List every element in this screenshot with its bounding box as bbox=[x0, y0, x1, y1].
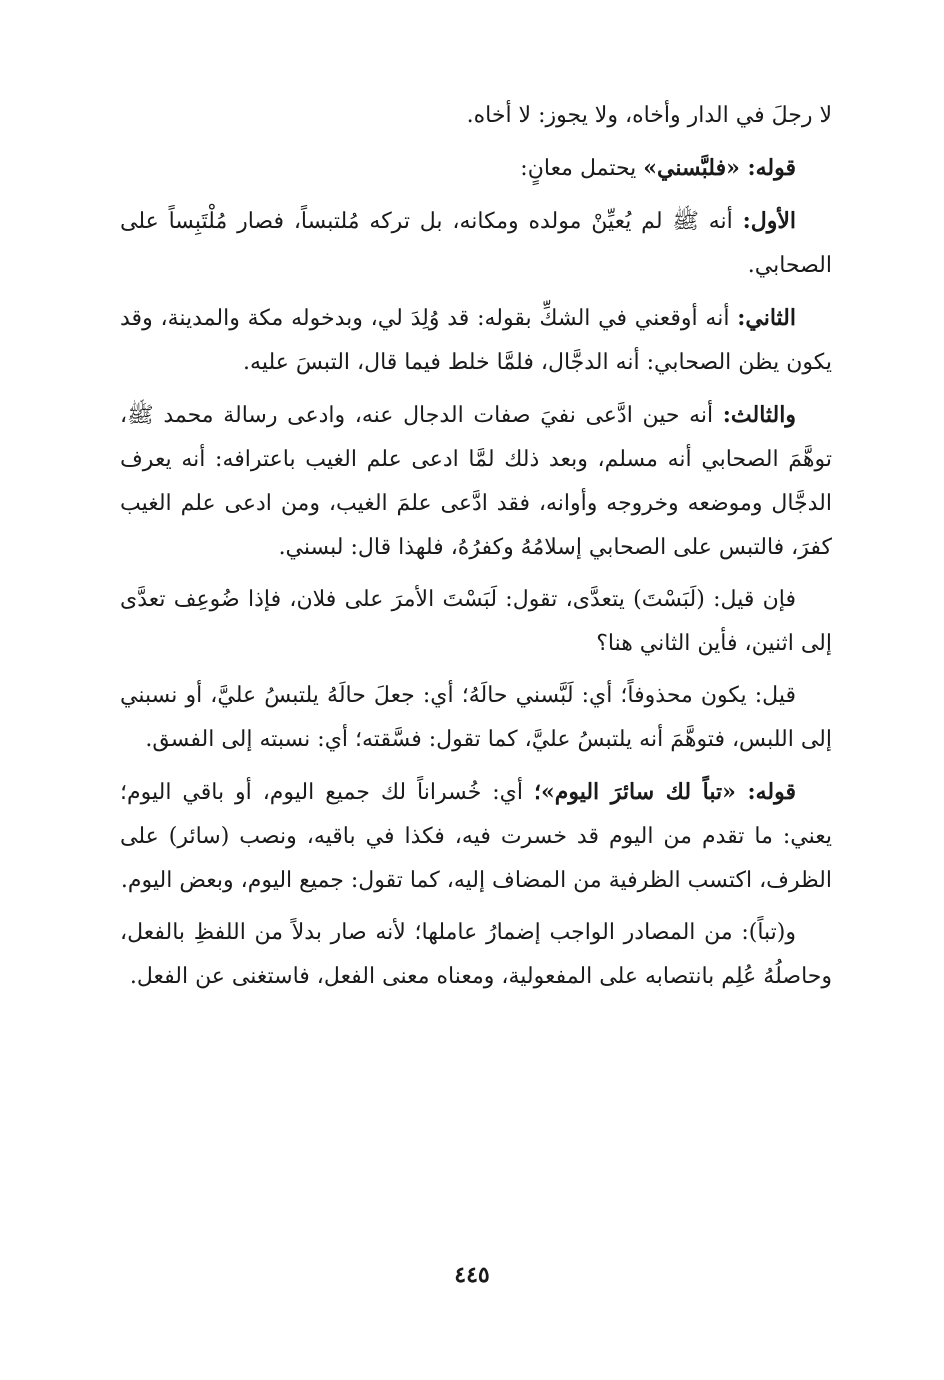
paragraph-1 bbox=[120, 94, 832, 138]
paragraph-text: و(تباً): من المصادر الواجب إضمارُ عاملها؛ لأنه صار بدلاً من اللفظِ بالفعل، وحاصلُهُ عُلِم بانتصابه على المفعولية، ومعناه معنى الفعل، فاستغنى عن الفعل. bbox=[120, 920, 832, 989]
paragraph-text: فإن قيل: (لَبَسْتَ) يتعدَّى، تقول: لَبَسْتَ الأمرَ على فلان، فإذا ضُوعِف تعدَّى إلى اثنين، فأين الثاني هنا؟ bbox=[120, 587, 832, 656]
paragraph-lead: قوله: «فلبَّسني» bbox=[643, 155, 796, 181]
paragraph-2 bbox=[120, 146, 832, 191]
paragraph-text: أنه أوقعني في الشكِّ بقوله: قد وُلِدَ لي، وبدخوله مكة والمدينة، وقد يكون يظن الصحابي: أنه الدجَّال، فلمَّا خلط فيما قال، التبسَ عليه. bbox=[120, 306, 832, 375]
paragraph-8 bbox=[120, 770, 832, 903]
paragraph-text: أي: خُسراناً لك جميع اليوم، أو باقي اليوم؛ يعني: ما تقدم من اليوم قد خسرت فيه، فكذا في باقيه، ونصب (سائر) على الظرف، اكتسب الظرفية من المضاف إليه، كما تقول: جميع اليوم، وبعض اليوم. bbox=[120, 780, 832, 893]
paragraph-4 bbox=[120, 296, 832, 385]
paragraph-lead: الثاني: bbox=[737, 305, 796, 331]
paragraph-text: أنه حين ادَّعى نفيَ صفات الدجال عنه، وادعى رسالة محمد ﷺ، توهَّمَ الصحابي أنه مسلم، وبعد ذلك لمَّا ادعى علم الغيب باعترافه: أنه يعرف الدجَّال وموضعه وخروجه وأوانه، فقد ادَّعى علمَ الغيب، ومن ادعى علم الغيب كفرَ، فالتبس على الصحابي إسلامُهُ وكفرُهُ، فلهذا قال: لبسني. bbox=[120, 403, 832, 560]
paragraph-9 bbox=[120, 911, 832, 999]
paragraph-text: قيل: يكون محذوفاً؛ أي: لَبَّسني حالَهُ؛ أي: جعلَ حالَهُ يلتبسُ عليَّ، أو نسبني إلى اللبس، فتوهَّمَ أنه يلتبسُ عليَّ، كما تقول: فسَّقته؛ أي: نسبته إلى الفسق. bbox=[120, 683, 832, 752]
paragraph-3 bbox=[120, 199, 832, 288]
paragraph-text: لا رجلَ في الدار وأخاه، ولا يجوز: لا أخاه. bbox=[466, 103, 832, 128]
paragraph-lead: والثالث: bbox=[722, 402, 796, 428]
body-text bbox=[120, 94, 832, 1007]
paragraph-5 bbox=[120, 393, 832, 570]
paragraph-text: يحتمل معانٍ: bbox=[520, 156, 644, 181]
paragraph-lead: قوله: «تباً لك سائرَ اليوم»؛ bbox=[533, 779, 797, 805]
paragraph-6 bbox=[120, 578, 832, 666]
page-number: ٤٤٥ bbox=[454, 1262, 490, 1288]
paragraph-lead: الأول: bbox=[742, 208, 796, 234]
paragraph-7 bbox=[120, 674, 832, 762]
paragraph-text: أنه ﷺ لم يُعيِّنْ مولده ومكانه، بل تركه مُلتبساً، فصار مُلْتَبِساً على الصحابي. bbox=[120, 209, 832, 278]
